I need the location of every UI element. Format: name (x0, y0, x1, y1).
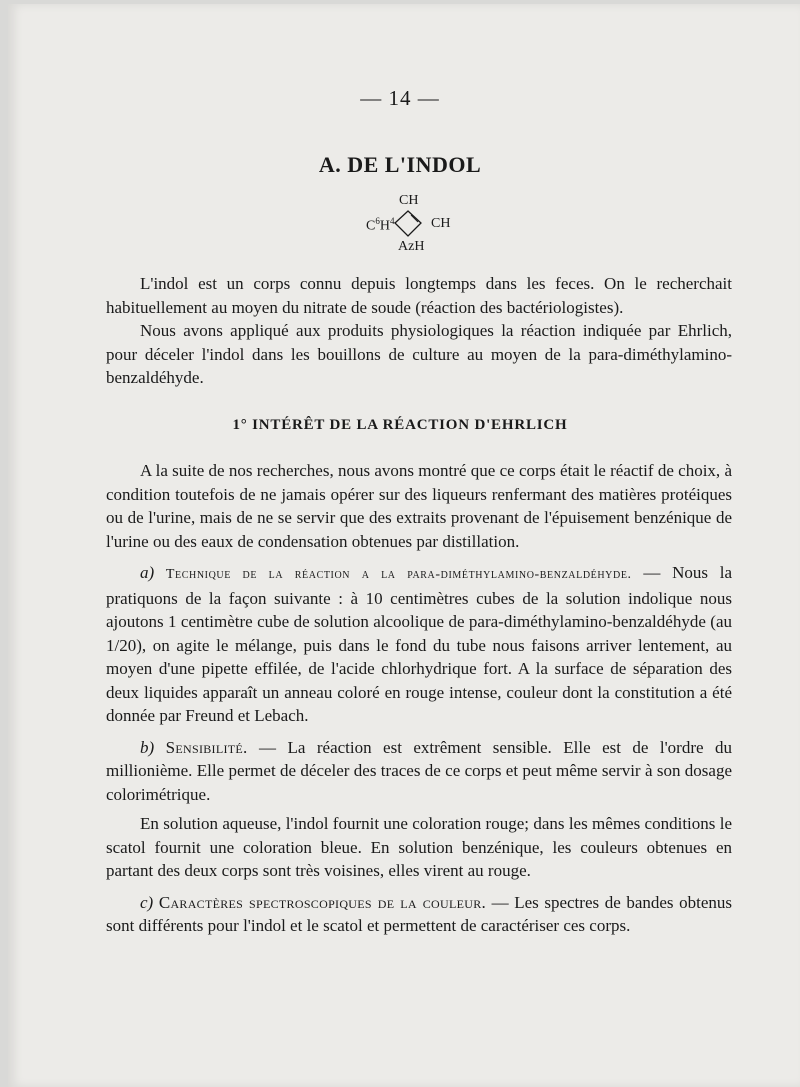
intro-paragraph-2: Nous avons appliqué aux produits physiologiques la réaction indiquée par Ehrlich, pour déceler l'indol dans les bouillons de culture au moyen de la para-diméthylamino-benzaldéhyde. (106, 321, 732, 387)
technique-heading: Technique de la réaction a la para-diméthylamino-benzaldéhyde. (165, 567, 632, 582)
spectroscopy-heading: Caractères spectroscopiques de la couleur. (158, 892, 487, 912)
subsection-text (106, 459, 732, 938)
item-label-a: a) (140, 563, 155, 582)
sensitivity-text: — La réaction est extrêment sensible. Elle est de l'ordre du millionième. Elle permet de déceler des traces de ce corps et peut même servir à son dosage colorimétrique. (106, 737, 732, 804)
spectroscopy-paragraph (106, 891, 732, 938)
sensitivity-paragraph (106, 736, 732, 807)
formula-right-group: CH (431, 216, 451, 231)
section-title: A. DE L'INDOL (318, 152, 482, 177)
formula-bottom-group: AzH (398, 239, 425, 254)
sensitivity-heading: Sensibilité. (165, 737, 248, 757)
item-label-b: b) (140, 737, 155, 757)
aqueous-paragraph: En solution aqueuse, l'indol fournit une coloration rouge; dans les mêmes conditions le scatol fournit une coloration bleue. En solution benzénique, les couleurs obtenues en partant des deux corps sont très voisines, elles virent au rouge. (106, 814, 732, 880)
intro-text (106, 272, 732, 390)
page-number: — 14 — (360, 86, 440, 110)
spectroscopy-text: — Les spectres de bandes obtenus sont différents pour l'indol et le scatol et permettent de caractériser ces corps. (106, 892, 733, 935)
subsection-heading: 1° INTÉRÊT DE LA RÉACTION D'EHRLICH (232, 417, 568, 433)
indol-structural-formula (360, 193, 470, 263)
formula-left-group: $C^6H^4$ (366, 216, 395, 234)
choice-paragraph: A la suite de nos recherches, nous avons montré que ce corps était le réactif de choix, à condition toutefois de ne jamais opérer sur des liqueurs renfermant des matières protéiques ou de l'urine, mais de ne se servir que des extraits provenant de l'épuisement benzénique de l'urine ou des eaux de condensation obtenues par distillation. (106, 461, 732, 551)
technique-text: — Nous la pratiquons de la façon suivante : à 10 centimètres cubes de la solution indolique nous ajoutons 1 centimètre cube de solution alcoolique de para-diméthylamino-benzaldéhyde (au 1/20), on agite le mélange, puis dans le fond du tube nous faisons arriver lentement, au moyen d'une pipette effilée, de l'acide chlorhydrique fort. A la surface de séparation des deux liquides apparaît un anneau coloré en rouge intense, couleur dont la constitution a été donnée par Freund et Lebach. (106, 563, 732, 725)
item-label-c: c) (140, 892, 154, 912)
technique-paragraph (106, 561, 732, 728)
intro-paragraph-1: L'indol est un corps connu depuis longtemps dans les feces. On le recherchait habituellement au moyen du nitrate de soude (réaction des bactériologistes). (106, 274, 732, 317)
formula-top-group: CH (399, 193, 419, 208)
